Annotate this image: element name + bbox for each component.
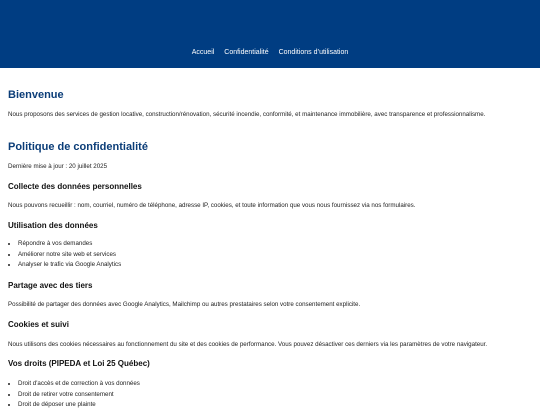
site-header [0,0,540,68]
list-item: • Droit de déposer une plainte [18,400,140,411]
collecte-heading: Collecte des données personnelles [8,182,142,191]
cookies-heading: Cookies et suivi [8,320,69,329]
nav-link-conditions[interactable]: Conditions d’utilisation [278,49,349,56]
cookies-text: Nous utilisons des cookies nécessaires au fonctionnement du site et des cookies de performance. Vous pouvez désactiver ces derniers via les paramètres de votre navigateur. [8,341,488,348]
collecte-text: Nous pouvons recueillir : nom, courriel, numéro de téléphone, adresse IP, cookies, et toute information que vous nous fournissez via nos formulaires. [8,202,416,209]
utilisation-heading: Utilisation des données [8,221,98,230]
partage-text: Possibilité de partager des données avec Google Analytics, Mailchimp ou autres prestataires selon votre consentement explicite. [8,301,361,308]
nav-link-accueil[interactable]: Accueil [191,49,215,56]
partage-heading: Partage avec des tiers [8,281,93,290]
main-nav [0,48,540,58]
utilisation-list [8,239,121,271]
nav-link-confidentialite[interactable]: Confidentialité [224,49,269,56]
privacy-policy-title: Politique de confidentialité [8,141,148,153]
list-item: • Améliorer notre site web et services [18,250,121,261]
list-item: • Répondre à vos demandes [18,239,121,250]
list-item: • Analyser le trafic via Google Analytics [18,260,121,271]
bienvenue-text: Nous proposons des services de gestion locative, construction/rénovation, sécurité incendie, conformité, et maintenance immobilière, avec transparence et professionnalisme. [8,111,486,118]
last-updated-text: Dernière mise à jour : 20 juillet 2025 [8,163,108,170]
list-item: • Droit de retirer votre consentement [18,390,140,401]
list-item: • Droit d'accès et de correction à vos données [18,379,140,390]
droits-heading: Vos droits (PIPEDA et Loi 25 Québec) [8,359,150,368]
droits-list [8,379,140,411]
bienvenue-title: Bienvenue [8,89,64,101]
